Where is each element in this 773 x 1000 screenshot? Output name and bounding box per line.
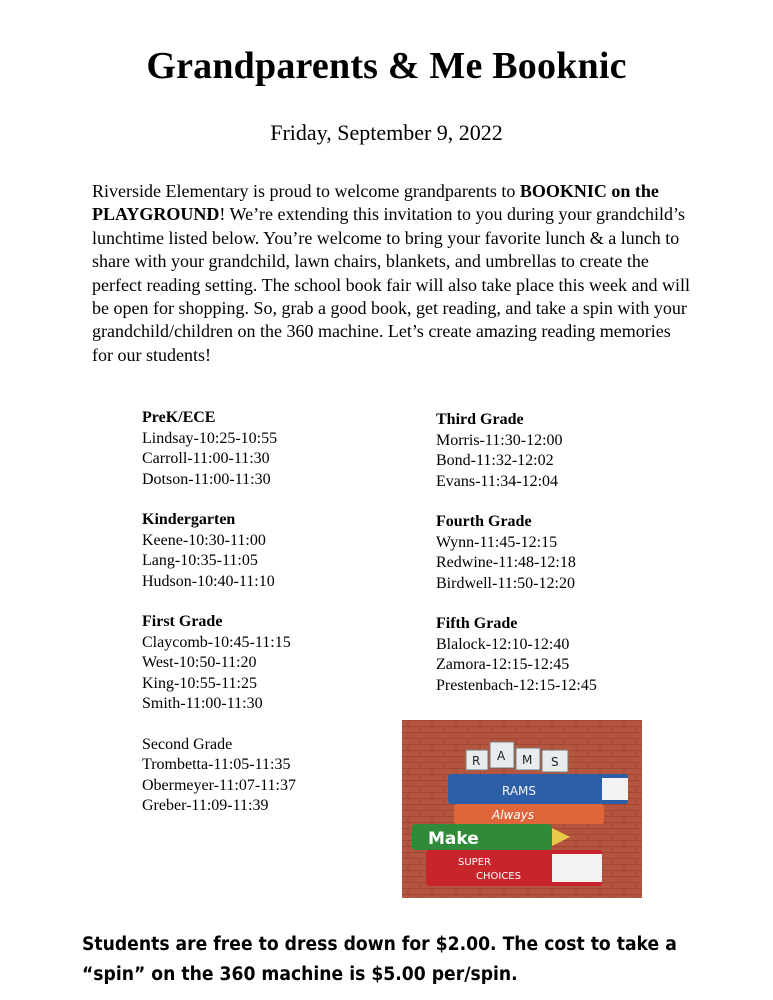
class-time-entry: King-10:55-11:25 <box>142 674 257 692</box>
grade-group-first <box>142 612 402 715</box>
class-time-entry: Smith-11:00-11:30 <box>142 695 263 712</box>
grade-heading: PreK/ECE <box>142 409 216 426</box>
rams-mural-image <box>402 720 642 898</box>
class-time-entry: Zamora-12:15-12:45 <box>436 656 570 673</box>
block-letter: R <box>472 754 481 768</box>
class-time-entry: Lindsay-10:25-10:55 <box>142 429 278 447</box>
class-time-entry: Carroll-11:00-11:30 <box>142 450 270 467</box>
grade-group-fourth <box>436 512 716 594</box>
intro-highlight: BOOKNIC on the PLAYGROUND <box>92 181 659 225</box>
grade-heading: First Grade <box>142 613 223 630</box>
footer-note <box>82 930 677 990</box>
class-time-entry: West-10:50-11:20 <box>142 654 257 671</box>
class-time-entry: Morris-11:30-12:00 <box>436 431 563 449</box>
footer-line-1: Students are free to dress down for $2.00. The cost to take a <box>82 934 677 955</box>
grade-heading: Third Grade <box>436 411 524 428</box>
block-letter: M <box>522 753 533 767</box>
grade-group-third <box>436 410 716 492</box>
class-time-entry: Claycomb-10:45-11:15 <box>142 633 291 651</box>
block-letter: S <box>551 755 559 769</box>
class-time-entry: Obermeyer-11:07-11:37 <box>142 776 296 794</box>
grade-heading: Fourth Grade <box>436 513 532 530</box>
class-time-entry: Keene-10:30-11:00 <box>142 531 266 549</box>
block-letter: A <box>497 749 506 763</box>
class-time-entry: Lang-10:35-11:05 <box>142 552 258 569</box>
grade-group-second <box>142 735 402 817</box>
page-title: Grandparents & Me Booknic <box>146 45 627 87</box>
book-label: SUPER <box>458 857 491 868</box>
intro-text-2: ! We’re extending this invitation to you during your grandchild’s lunchtime listed below. You’re welcome to bring your favorite lunch & a lunch to share with your grandchild, lawn chairs, blankets, and umbrellas to create the perfect reading setting. The school book fair will also take place this week and will be open for shopping. So, grab a good book, get reading, and take a spin with your grandchild/children on the 360 machine. Let’s create amazing reading memories for our students! <box>92 204 690 365</box>
grade-group-kindergarten <box>142 510 402 592</box>
grade-group-fifth <box>436 614 716 696</box>
schedule-left-column <box>142 408 402 837</box>
footer-line-2: “spin” on the 360 machine is $5.00 per/spin. <box>82 964 518 985</box>
grade-group-prek <box>142 408 402 490</box>
class-time-entry: Wynn-11:45-12:15 <box>436 533 558 551</box>
grade-heading: Kindergarten <box>142 511 236 528</box>
schedule-right-column <box>436 410 716 716</box>
class-time-entry: Dotson-11:00-11:30 <box>142 470 271 488</box>
class-time-entry: Trombetta-11:05-11:35 <box>142 756 291 773</box>
grade-heading: Second Grade <box>142 735 233 753</box>
class-time-entry: Bond-11:32-12:02 <box>436 452 554 469</box>
class-time-entry: Hudson-10:40-11:10 <box>142 572 275 590</box>
class-time-entry: Redwine-11:48-12:18 <box>436 554 576 571</box>
intro-text-1: Riverside Elementary is proud to welcome grandparents to <box>92 181 520 201</box>
grade-heading: Fifth Grade <box>436 615 518 632</box>
class-time-entry: Blalock-12:10-12:40 <box>436 635 570 653</box>
book-label: CHOICES <box>476 871 521 882</box>
class-time-entry: Prestenbach-12:15-12:45 <box>436 676 597 694</box>
intro-paragraph <box>92 180 692 367</box>
book-label: Always <box>492 808 535 822</box>
class-time-entry: Evans-11:34-12:04 <box>436 472 559 490</box>
class-time-entry: Birdwell-11:50-12:20 <box>436 574 575 592</box>
class-time-entry: Greber-11:09-11:39 <box>142 797 269 814</box>
event-date: Friday, September 9, 2022 <box>270 120 503 145</box>
book-label: Make <box>428 829 479 849</box>
book-label: RAMS <box>502 784 537 798</box>
